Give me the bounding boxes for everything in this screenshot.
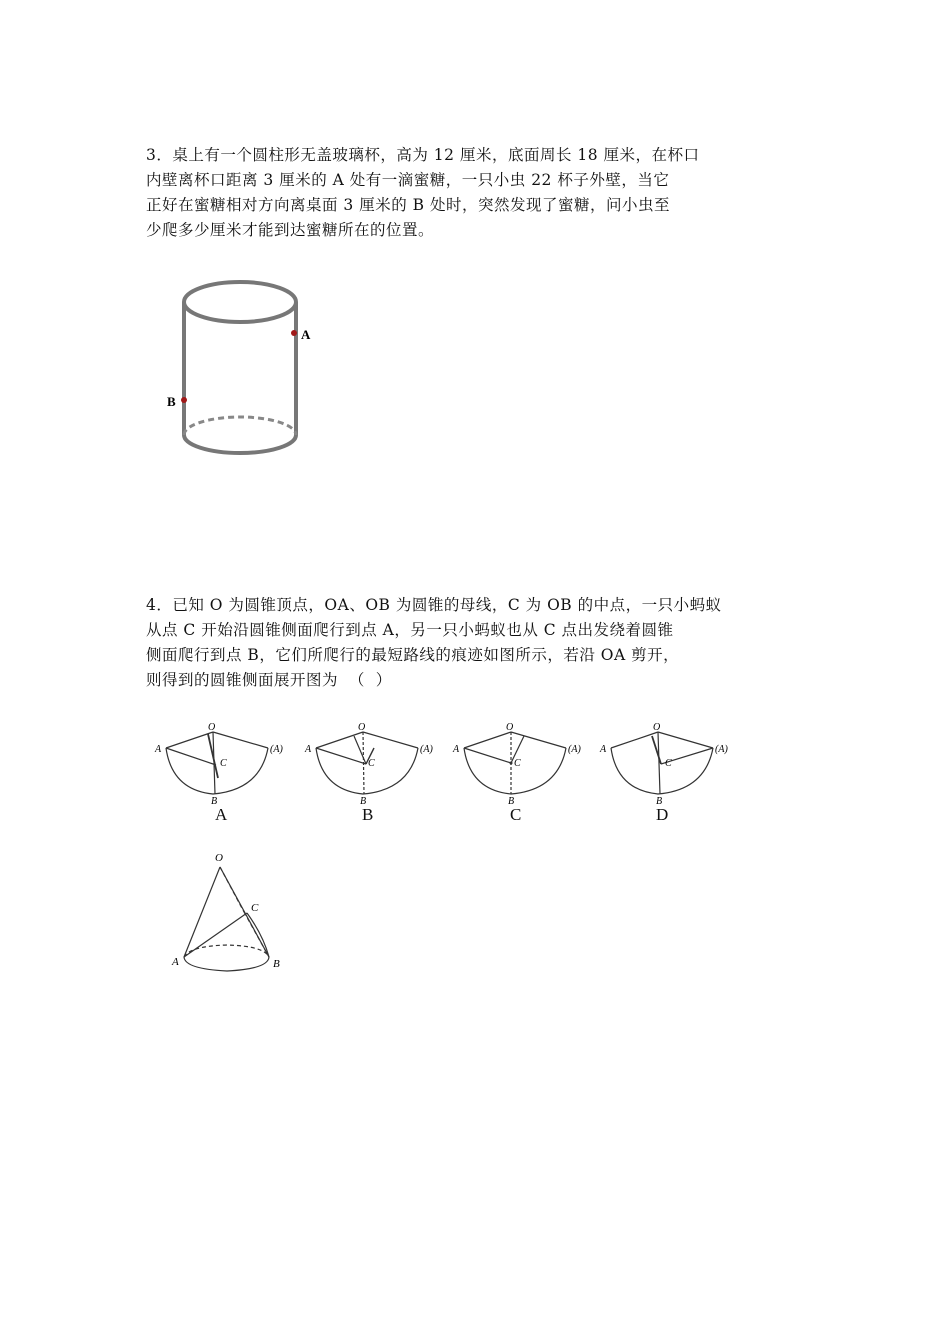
svg-text:B: B	[508, 796, 515, 807]
svg-text:O: O	[506, 722, 514, 733]
svg-text:C: C	[665, 758, 672, 769]
label-a: A	[301, 327, 311, 342]
svg-text:B: B	[360, 796, 367, 807]
svg-text:O: O	[215, 852, 223, 864]
q3-line-4: 少爬多少厘米才能到达蜜糖所在的位置。	[146, 221, 435, 239]
svg-text:(A): (A)	[420, 744, 433, 755]
q3-line-2: 内壁离杯口距离 3 厘米的 A 处有一滴蜜糖，一只小虫 22 杯子外壁，当它	[146, 171, 670, 189]
option-c-figure	[448, 718, 588, 808]
svg-text:(A): (A)	[270, 744, 283, 755]
svg-text:B: B	[656, 796, 663, 807]
label-b: B	[167, 394, 176, 409]
option-a-label[interactable]: A	[215, 805, 228, 824]
svg-text:B: B	[273, 958, 280, 970]
svg-text:A: A	[600, 744, 607, 755]
svg-text:(A): (A)	[568, 744, 581, 755]
svg-text:A: A	[453, 744, 460, 755]
svg-text:C: C	[251, 902, 259, 914]
svg-text:O: O	[208, 722, 216, 733]
svg-text:C: C	[368, 758, 375, 769]
option-d-label[interactable]: D	[656, 805, 669, 824]
svg-text:A: A	[305, 744, 312, 755]
q3-line-3: 正好在蜜糖相对方向离桌面 3 厘米的 B 处时，突然发现了蜜糖，问小虫至	[146, 196, 670, 214]
q4-line-4: 则得到的圆锥侧面展开图为 （ ）	[146, 671, 392, 689]
option-d-figure	[595, 718, 735, 808]
svg-text:A: A	[172, 956, 179, 968]
svg-text:B: B	[211, 796, 218, 807]
q4-line-2: 从点 C 开始沿圆锥侧面爬行到点 A，另一只小蚂蚁也从 C 点出发绕着圆锥	[146, 621, 674, 639]
option-b-label[interactable]: B	[362, 805, 374, 824]
svg-text:C: C	[514, 758, 521, 769]
cylinder-figure	[160, 270, 330, 470]
svg-text:A: A	[155, 744, 162, 755]
q4-line-3: 侧面爬行到点 B，它们所爬行的最短路线的痕迹如图所示，若沿 OA 剪开，	[146, 646, 680, 664]
option-b-figure	[300, 718, 440, 808]
option-a-figure	[150, 718, 290, 808]
svg-text:O: O	[358, 722, 366, 733]
svg-text:O: O	[653, 722, 661, 733]
cone-figure	[165, 845, 300, 980]
svg-text:(A): (A)	[715, 744, 728, 755]
option-c-label[interactable]: C	[510, 805, 522, 824]
point-a-marker	[291, 330, 297, 336]
point-b-marker	[181, 397, 187, 403]
q3-line-1: 3．桌上有一个圆柱形无盖玻璃杯，高为 12 厘米，底面周长 18 厘米，在杯口	[146, 146, 700, 164]
q4-line-1: 4．已知 O 为圆锥顶点，OA、OB 为圆锥的母线，C 为 OB 的中点，一只小蚂蚁	[146, 596, 722, 614]
svg-text:C: C	[220, 758, 227, 769]
